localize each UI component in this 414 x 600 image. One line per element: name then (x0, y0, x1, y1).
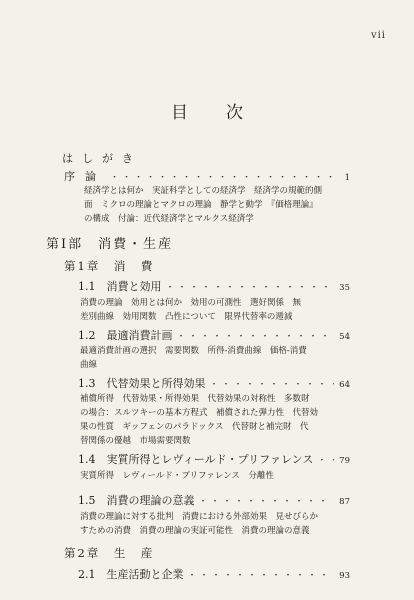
leader-dots (317, 453, 334, 466)
section-1-2-topics: 最適消費計画の選択 需要関数 所得-消費曲線 価格-消費 曲線 (80, 346, 307, 370)
section-1-1-topics: 消費の理論 効用とは何か 効用の可測性 選好関係 無 差別曲線 効用関数 凸性について 限界代替率の逓減 (80, 298, 302, 322)
leader-dots (188, 568, 335, 581)
entry-label: 1.3 代替効果と所得効果 (78, 377, 206, 390)
chapter-heading: 第2章 生 産 (64, 546, 155, 560)
section-1-5-topics: 消費の理論に対する批判 消費における外部効果 見せびらか すための消費 消費の理論の実証可能性 消費の理論の意義 (80, 512, 319, 536)
preface-entry: はしがき (62, 152, 142, 165)
entry-page: 79 (339, 456, 350, 466)
entry-page: 93 (339, 571, 350, 581)
entry-page: 35 (339, 283, 350, 293)
leader-dots (177, 329, 335, 342)
entry-label: 1.4 実質所得とレヴィールド・プリファレンス (78, 453, 314, 466)
entry-label: 1.5 消費の理論の意義 (78, 494, 195, 507)
intro-topics: 経済学とは何か 実証科学としての経済学 経済学の規範的側 面 ミクロの理論とマクロの理論 静学と動学 『価格理論』 の構成 付論：近代経済学とマルクス経済学 (84, 186, 323, 224)
toc-entry-1-4[interactable] (78, 451, 350, 467)
toc-entry-1-1[interactable] (78, 278, 350, 294)
entry-page: 1 (344, 173, 350, 183)
leader-dots (210, 377, 335, 390)
entry-label: 2.1 生産活動と企業 (78, 568, 184, 581)
part-heading: 第Ⅰ部 消費・生産 (46, 237, 174, 252)
entry-label: 1.2 最適消費計画 (78, 329, 173, 342)
toc-entry-2-1[interactable] (78, 566, 350, 582)
entry-page: 87 (339, 497, 350, 507)
leader-dots (199, 494, 335, 507)
section-1-3-topics: 補償所得 代替効果・所得効果 代替効果の対称性 多数財 の場合：スルツキーの基本方程式 補償された弾力性 代替効 果の性質 ギッフェンのパラドックス 代替財と補完財 代 替関係の優越 市場需要関数 (80, 394, 319, 446)
leader-dots (110, 170, 334, 183)
entry-page: 64 (339, 380, 350, 390)
page-number: vii (370, 30, 386, 41)
leader-dots (166, 280, 335, 293)
page-title: 目次 (171, 103, 281, 123)
entry-label: 序論 (64, 170, 106, 183)
toc-entry-intro[interactable] (64, 168, 350, 184)
entry-label: 1.1 消費と効用 (78, 280, 162, 293)
chapter-heading: 第1章 消 費 (64, 259, 155, 273)
entry-page: 54 (339, 332, 350, 342)
toc-entry-1-5[interactable] (78, 492, 350, 508)
toc-entry-1-3[interactable] (78, 375, 350, 391)
section-1-4-topics: 実質所得 レヴィールド・プリファレンス 分離性 (80, 471, 274, 481)
toc-entry-1-2[interactable] (78, 327, 350, 343)
